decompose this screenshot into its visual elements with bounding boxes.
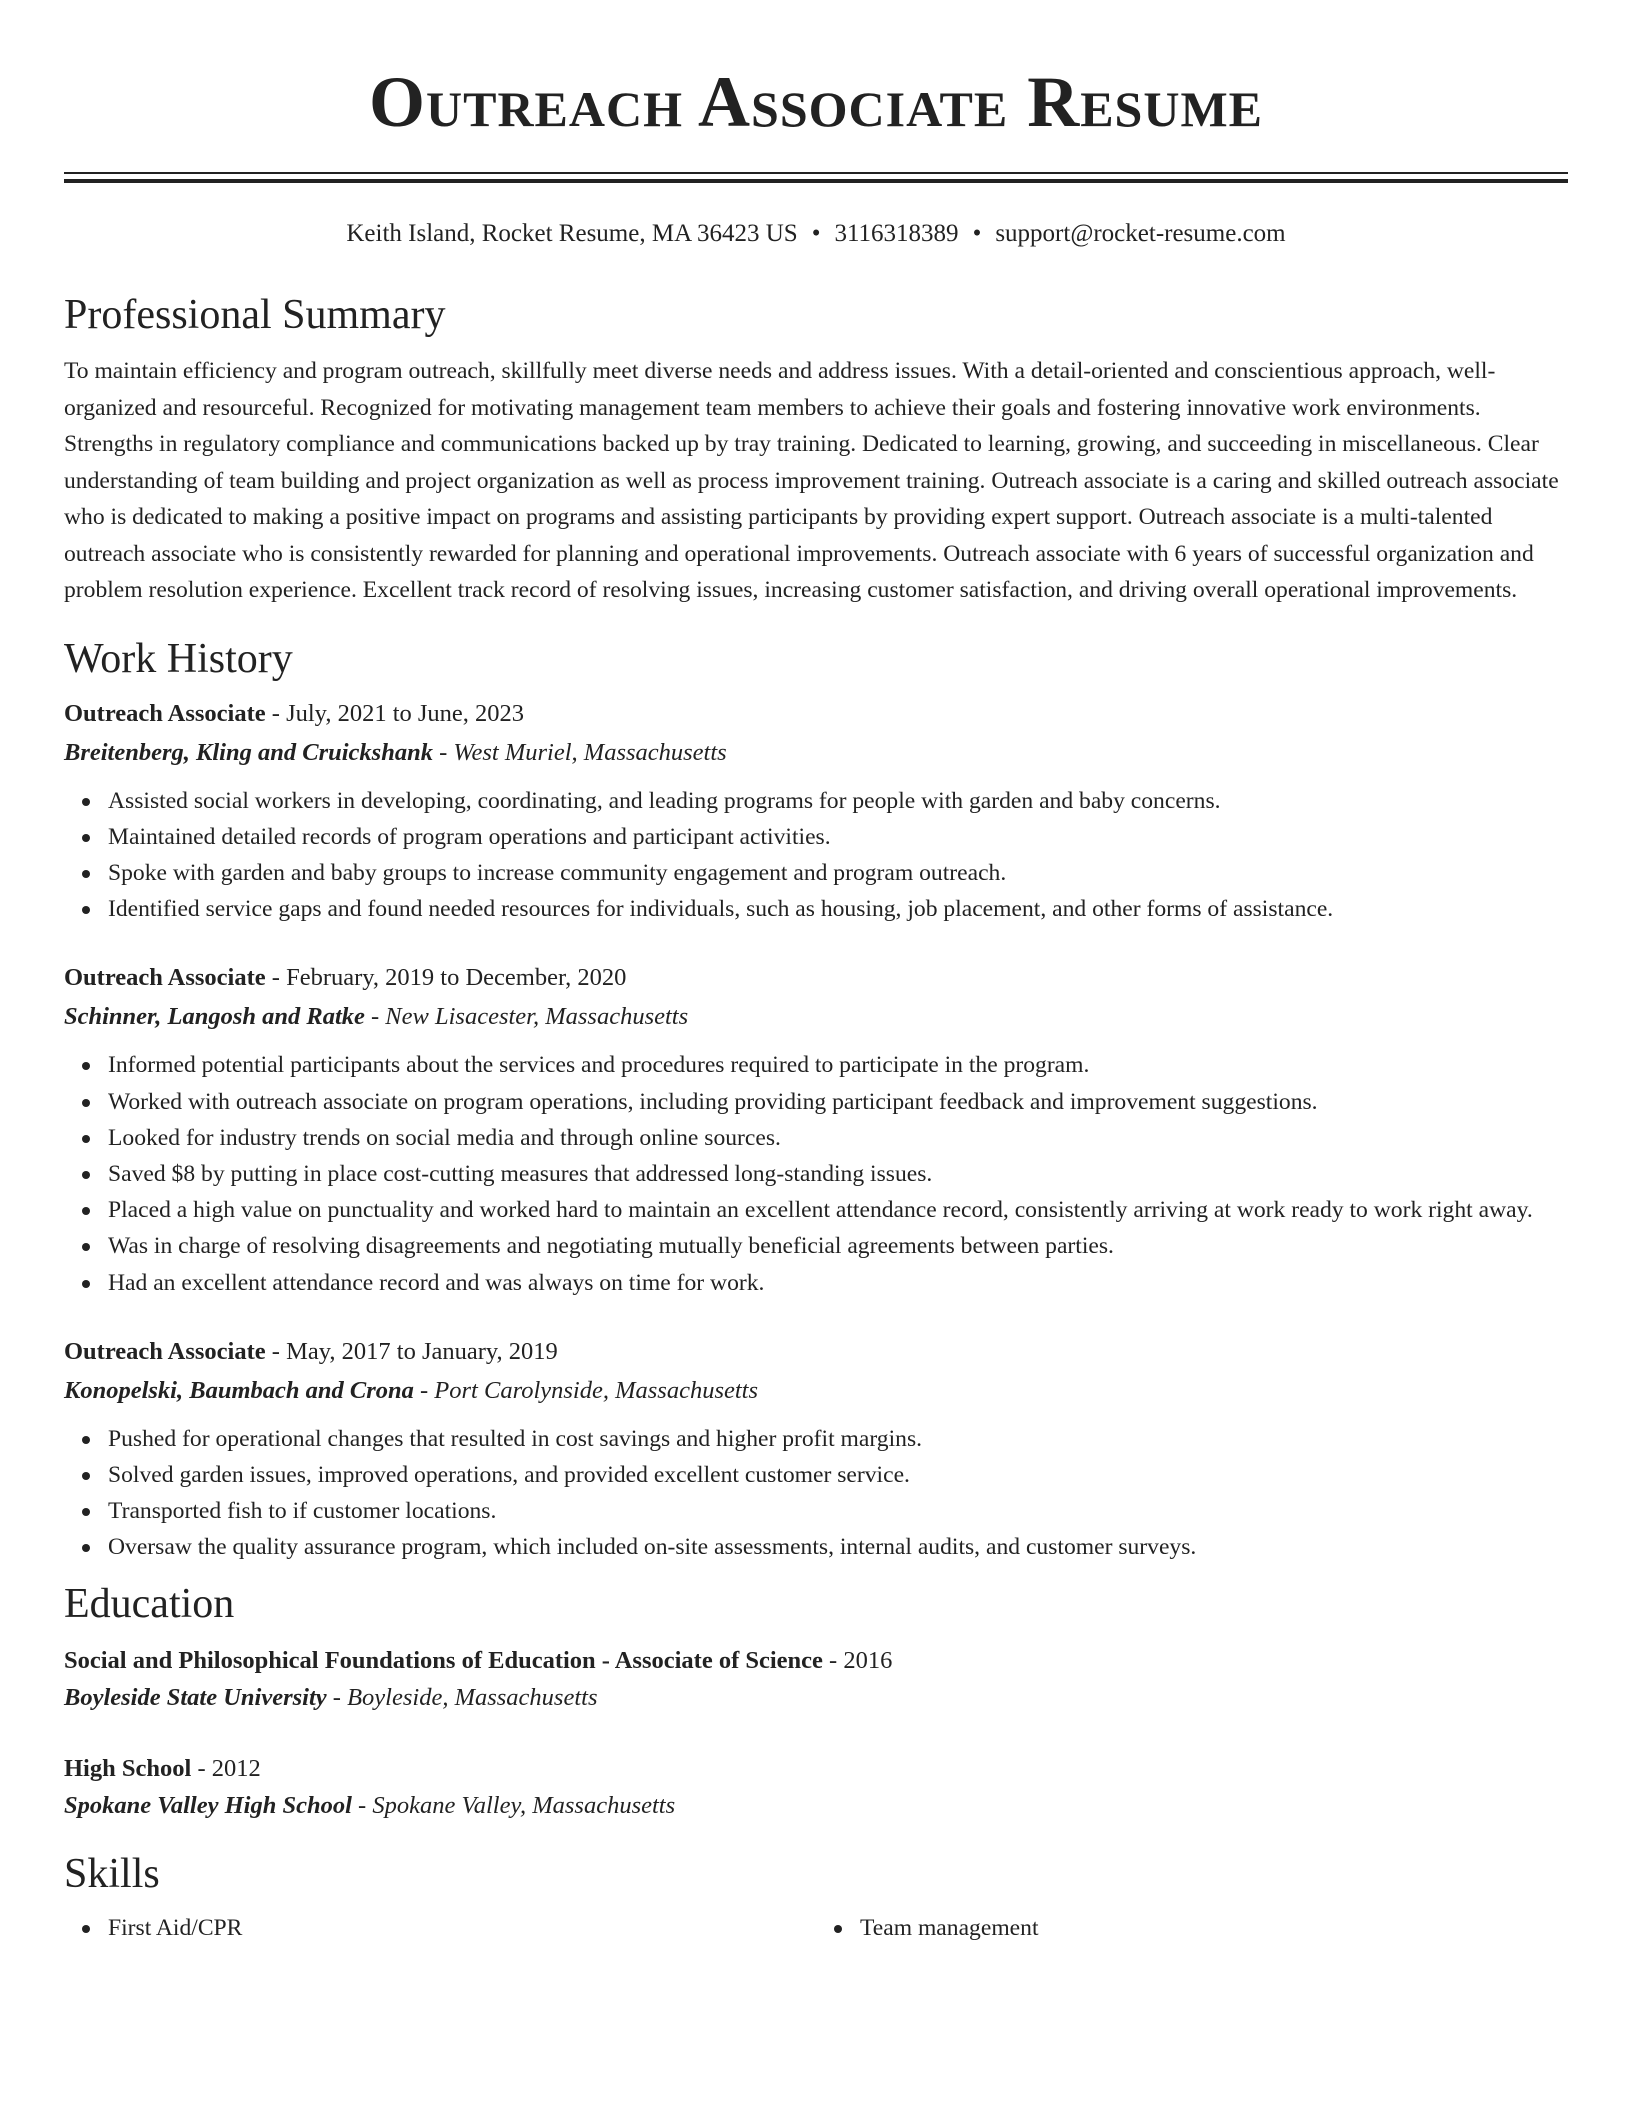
school-location: - Spokane Valley, Massachusetts — [351, 1791, 676, 1819]
graduation-year: - 2012 — [191, 1754, 261, 1782]
title-divider — [64, 172, 1568, 183]
list-item: Worked with outreach associate on program operations, including providing participant feedback and improvement suggestions. — [108, 1084, 1568, 1120]
list-item: Saved $8 by putting in place cost-cutting measures that addressed long-standing issues. — [108, 1156, 1568, 1192]
graduation-year: - 2016 — [822, 1646, 893, 1674]
job-entry — [64, 959, 1568, 1300]
job-entry — [64, 1333, 1568, 1566]
job-title-line — [64, 1333, 1568, 1371]
job-bullets — [64, 1421, 1568, 1566]
skills-heading: Skills — [64, 1850, 160, 1897]
company-name: Schinner, Langosh and Ratke — [64, 1003, 365, 1031]
skills-columns — [64, 1910, 1568, 1946]
contact-separator: • — [811, 220, 821, 247]
school-line — [64, 1680, 1568, 1716]
education-entry — [64, 1750, 1568, 1824]
skill-item: First Aid/CPR — [108, 1910, 816, 1946]
job-title: Outreach Associate — [64, 964, 266, 992]
education-heading: Education — [64, 1580, 235, 1627]
job-title: Outreach Associate — [64, 699, 266, 727]
contact-line — [64, 219, 1568, 249]
job-dates: - July, 2021 to June, 2023 — [265, 699, 525, 727]
list-item: Pushed for operational changes that resulted in cost savings and higher profit margins. — [108, 1421, 1568, 1457]
school-name: Boyleside State University — [64, 1683, 327, 1711]
job-bullets — [64, 1047, 1568, 1300]
school-location: - Boyleside, Massachusetts — [326, 1683, 598, 1711]
degree: Social and Philosophical Foundations of Education - Associate of Science — [64, 1646, 823, 1674]
job-bullets — [64, 783, 1568, 928]
skills-list-left — [64, 1910, 816, 1946]
list-item: Maintained detailed records of program operations and participant activities. — [108, 819, 1568, 855]
contact-email[interactable]: support@rocket-resume.com — [995, 220, 1286, 247]
job-entry — [64, 695, 1568, 928]
contact-phone: 3116318389 — [834, 220, 959, 247]
company-location: - New Lisacester, Massachusetts — [364, 1003, 689, 1031]
list-item: Spoke with garden and baby groups to increase community engagement and program outreach. — [108, 855, 1568, 891]
degree: High School — [64, 1754, 192, 1782]
summary-text: To maintain efficiency and program outreach, skillfully meet diverse needs and address issues. With a detail-oriented and conscientious approach, well-organized and resourceful. Recognized for motivating management team members to achieve their goals and fostering innovative work environments. Strengths in regulatory compliance and communications backed up by tray training. Dedicated to learning, growing, and succeeding in miscellaneous. Clear understanding of team building and project organization as well as process improvement training. Outreach associate is a caring and skilled outreach associate who is dedicated to making a positive impact on programs and assisting participants by providing expert support. Outreach associate is a multi-talented outreach associate who is consistently rewarded for planning and operational improvements. Outreach associate with 6 years of successful organization and problem resolution experience. Excellent track record of resolving issues, increasing customer satisfaction, and driving overall operational improvements. — [64, 358, 1559, 603]
list-item: Assisted social workers in developing, coordinating, and leading programs for people with garden and baby concerns. — [108, 783, 1568, 819]
list-item: Oversaw the quality assurance program, which included on-site assessments, internal audits, and customer surveys. — [108, 1529, 1568, 1565]
company-name: Breitenberg, Kling and Cruickshank — [64, 738, 433, 766]
company-location: - Port Carolynside, Massachusetts — [413, 1376, 759, 1404]
school-line — [64, 1788, 1568, 1824]
skill-item: Team management — [860, 1910, 1568, 1946]
education-entry — [64, 1642, 1568, 1716]
list-item: Identified service gaps and found needed resources for individuals, such as housing, job placement, and other forms of assistance. — [108, 891, 1568, 927]
list-item: Informed potential participants about the services and procedures required to participate in the program. — [108, 1047, 1568, 1083]
list-item: Placed a high value on punctuality and worked hard to maintain an excellent attendance record, consistently arriving at work ready to work right away. — [108, 1192, 1568, 1228]
resume-title: Outreach Associate Resume — [368, 62, 1264, 142]
list-item: Had an excellent attendance record and was always on time for work. — [108, 1265, 1568, 1301]
company-line — [64, 1371, 1568, 1411]
job-dates: - May, 2017 to January, 2019 — [265, 1337, 558, 1365]
degree-line — [64, 1750, 1568, 1788]
contact-address: Keith Island, Rocket Resume, MA 36423 US — [346, 220, 798, 247]
company-line — [64, 733, 1568, 773]
company-line — [64, 997, 1568, 1037]
list-item: Was in charge of resolving disagreements and negotiating mutually beneficial agreements between parties. — [108, 1228, 1568, 1264]
job-title-line — [64, 959, 1568, 997]
job-dates: - February, 2019 to December, 2020 — [265, 964, 627, 992]
degree-line — [64, 1642, 1568, 1680]
list-item: Looked for industry trends on social media and through online sources. — [108, 1120, 1568, 1156]
company-name: Konopelski, Baumbach and Crona — [64, 1376, 414, 1404]
list-item: Transported fish to if customer locations. — [108, 1493, 1568, 1529]
work-history-heading: Work History — [64, 635, 293, 682]
job-title: Outreach Associate — [64, 1337, 266, 1365]
summary-heading: Professional Summary — [64, 292, 446, 338]
list-item: Solved garden issues, improved operations, and provided excellent customer service. — [108, 1457, 1568, 1493]
company-location: - West Muriel, Massachusetts — [432, 738, 727, 766]
skills-list-right — [816, 1910, 1568, 1946]
contact-separator: • — [972, 220, 982, 247]
school-name: Spokane Valley High School — [64, 1791, 352, 1819]
job-title-line — [64, 695, 1568, 733]
